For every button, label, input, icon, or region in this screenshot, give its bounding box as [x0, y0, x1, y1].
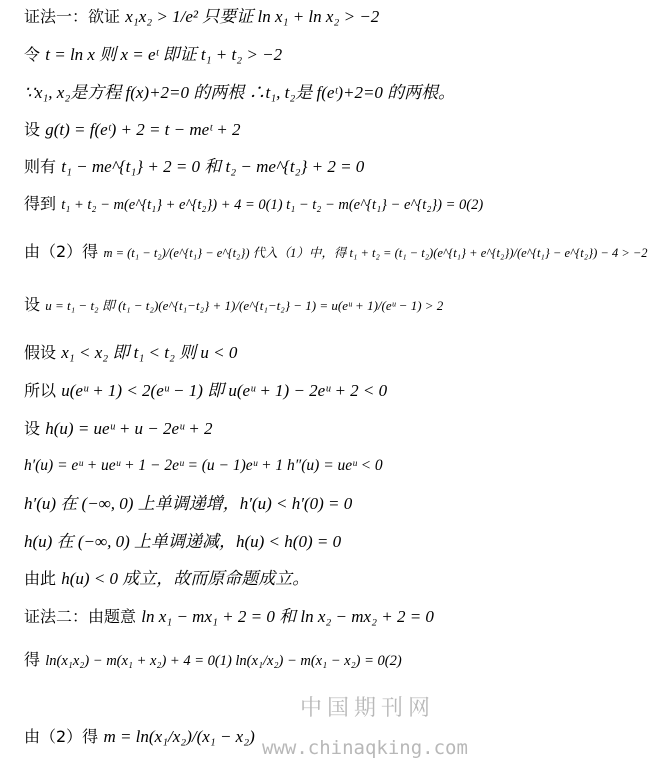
line-math: g(t) = f(eᵗ) + 2 = t − meᵗ + 2 [45, 120, 241, 139]
line-math: x₁ < x₂ 即 t₁ < t₂ 则 u < 0 [61, 343, 238, 362]
proof-line-17 [24, 652, 402, 669]
line-label: 令 [24, 45, 41, 64]
proof-line-7 [24, 244, 648, 261]
line-label: 证法二：由题意 [24, 607, 137, 626]
line-math: t = ln x 则 x = eᵗ 即证 t₁ + t₂ > −2 [45, 45, 283, 64]
line-label: 设 [24, 120, 41, 139]
proof-line-18 [24, 728, 255, 746]
line-label: 设 [24, 419, 41, 438]
line-label: 则有 [24, 157, 57, 176]
proof-line-13 [24, 495, 352, 513]
line-label: 设 [24, 295, 41, 314]
proof-line-6 [24, 196, 483, 213]
line-math: h′(u) = eᵘ + ueᵘ + 1 − 2eᵘ = (u − 1)eᵘ + 1 h″(u) = ueᵘ < 0 [24, 457, 383, 474]
proof-line-1 [24, 8, 379, 26]
proof-line-12 [24, 457, 383, 474]
watermark-url: www.chinaqking.com [262, 737, 468, 759]
proof-line-11 [24, 420, 213, 438]
line-label: 由此 [24, 569, 57, 588]
line-math: ∵x₁, x₂是方程 f(x)+2=0 的两根 ∴t₁, t₂是 f(eᵗ)+2=0 的两根。 [24, 83, 456, 102]
line-label: 所以 [24, 381, 57, 400]
proof-line-3 [24, 84, 455, 102]
proof-line-8 [24, 297, 443, 314]
line-math: m = (t₁ − t₂)/(e^{t₁} − e^{t₂}) 代入（1）中，得 t₁ + t₂ = (t₁ − t₂)(e^{t₁} + e^{t₂})/(e^{t₁} − e^{t₂}) − 4 > −2 [103, 246, 648, 260]
line-label: 由（2）得 [24, 242, 99, 261]
line-math: ln(x₁x₂) − m(x₁ + x₂) + 4 = 0(1) ln(x₁/x₂) − m(x₁ − x₂) = 0(2) [45, 653, 402, 669]
proof-line-15 [24, 570, 309, 588]
line-label: 得 [24, 650, 41, 669]
proof-line-4 [24, 121, 241, 139]
proof-line-16 [24, 608, 434, 626]
line-math: u(eᵘ + 1) < 2(eᵘ − 1) 即 u(eᵘ + 1) − 2eᵘ + 2 < 0 [61, 381, 388, 400]
line-math: h(u) 在 (−∞, 0) 上单调递减，h(u) < h(0) = 0 [24, 532, 342, 551]
line-math: m = ln(x₁/x₂)/(x₁ − x₂) [103, 727, 255, 746]
line-math: h(u) < 0 成立，故而原命题成立。 [61, 569, 310, 588]
line-math: x₁x₂ > 1/e² 只要证 ln x₁ + ln x₂ > −2 [125, 7, 380, 26]
line-label: 假设 [24, 343, 57, 362]
watermark-cn: 中国期刊网 [300, 696, 436, 721]
line-math: u = t₁ − t₂ 即 (t₁ − t₂)(e^{t₁−t₂} + 1)/(e^{t₁−t₂} − 1) = u(eᵘ + 1)/(eᵘ − 1) > 2 [45, 298, 444, 313]
line-label: 证法一：欲证 [24, 7, 121, 26]
proof-line-9 [24, 344, 237, 362]
line-math: t₁ − me^{t₁} + 2 = 0 和 t₂ − me^{t₂} + 2 = 0 [61, 157, 365, 176]
line-math: h′(u) 在 (−∞, 0) 上单调递增，h′(u) < h′(0) = 0 [24, 494, 353, 513]
line-math: ln x₁ − mx₁ + 2 = 0 和 ln x₂ − mx₂ + 2 = 0 [141, 607, 434, 626]
proof-line-14 [24, 533, 341, 551]
proof-line-10 [24, 382, 387, 400]
line-math: h(u) = ueᵘ + u − 2eᵘ + 2 [45, 419, 213, 438]
line-label: 由（2）得 [24, 727, 99, 746]
line-math: t₁ + t₂ − m(e^{t₁} + e^{t₂}) + 4 = 0(1) t₁ − t₂ − m(e^{t₁} − e^{t₂}) = 0(2) [61, 197, 484, 213]
line-label: 得到 [24, 194, 57, 213]
proof-line-2 [24, 46, 282, 64]
proof-line-5 [24, 158, 364, 176]
